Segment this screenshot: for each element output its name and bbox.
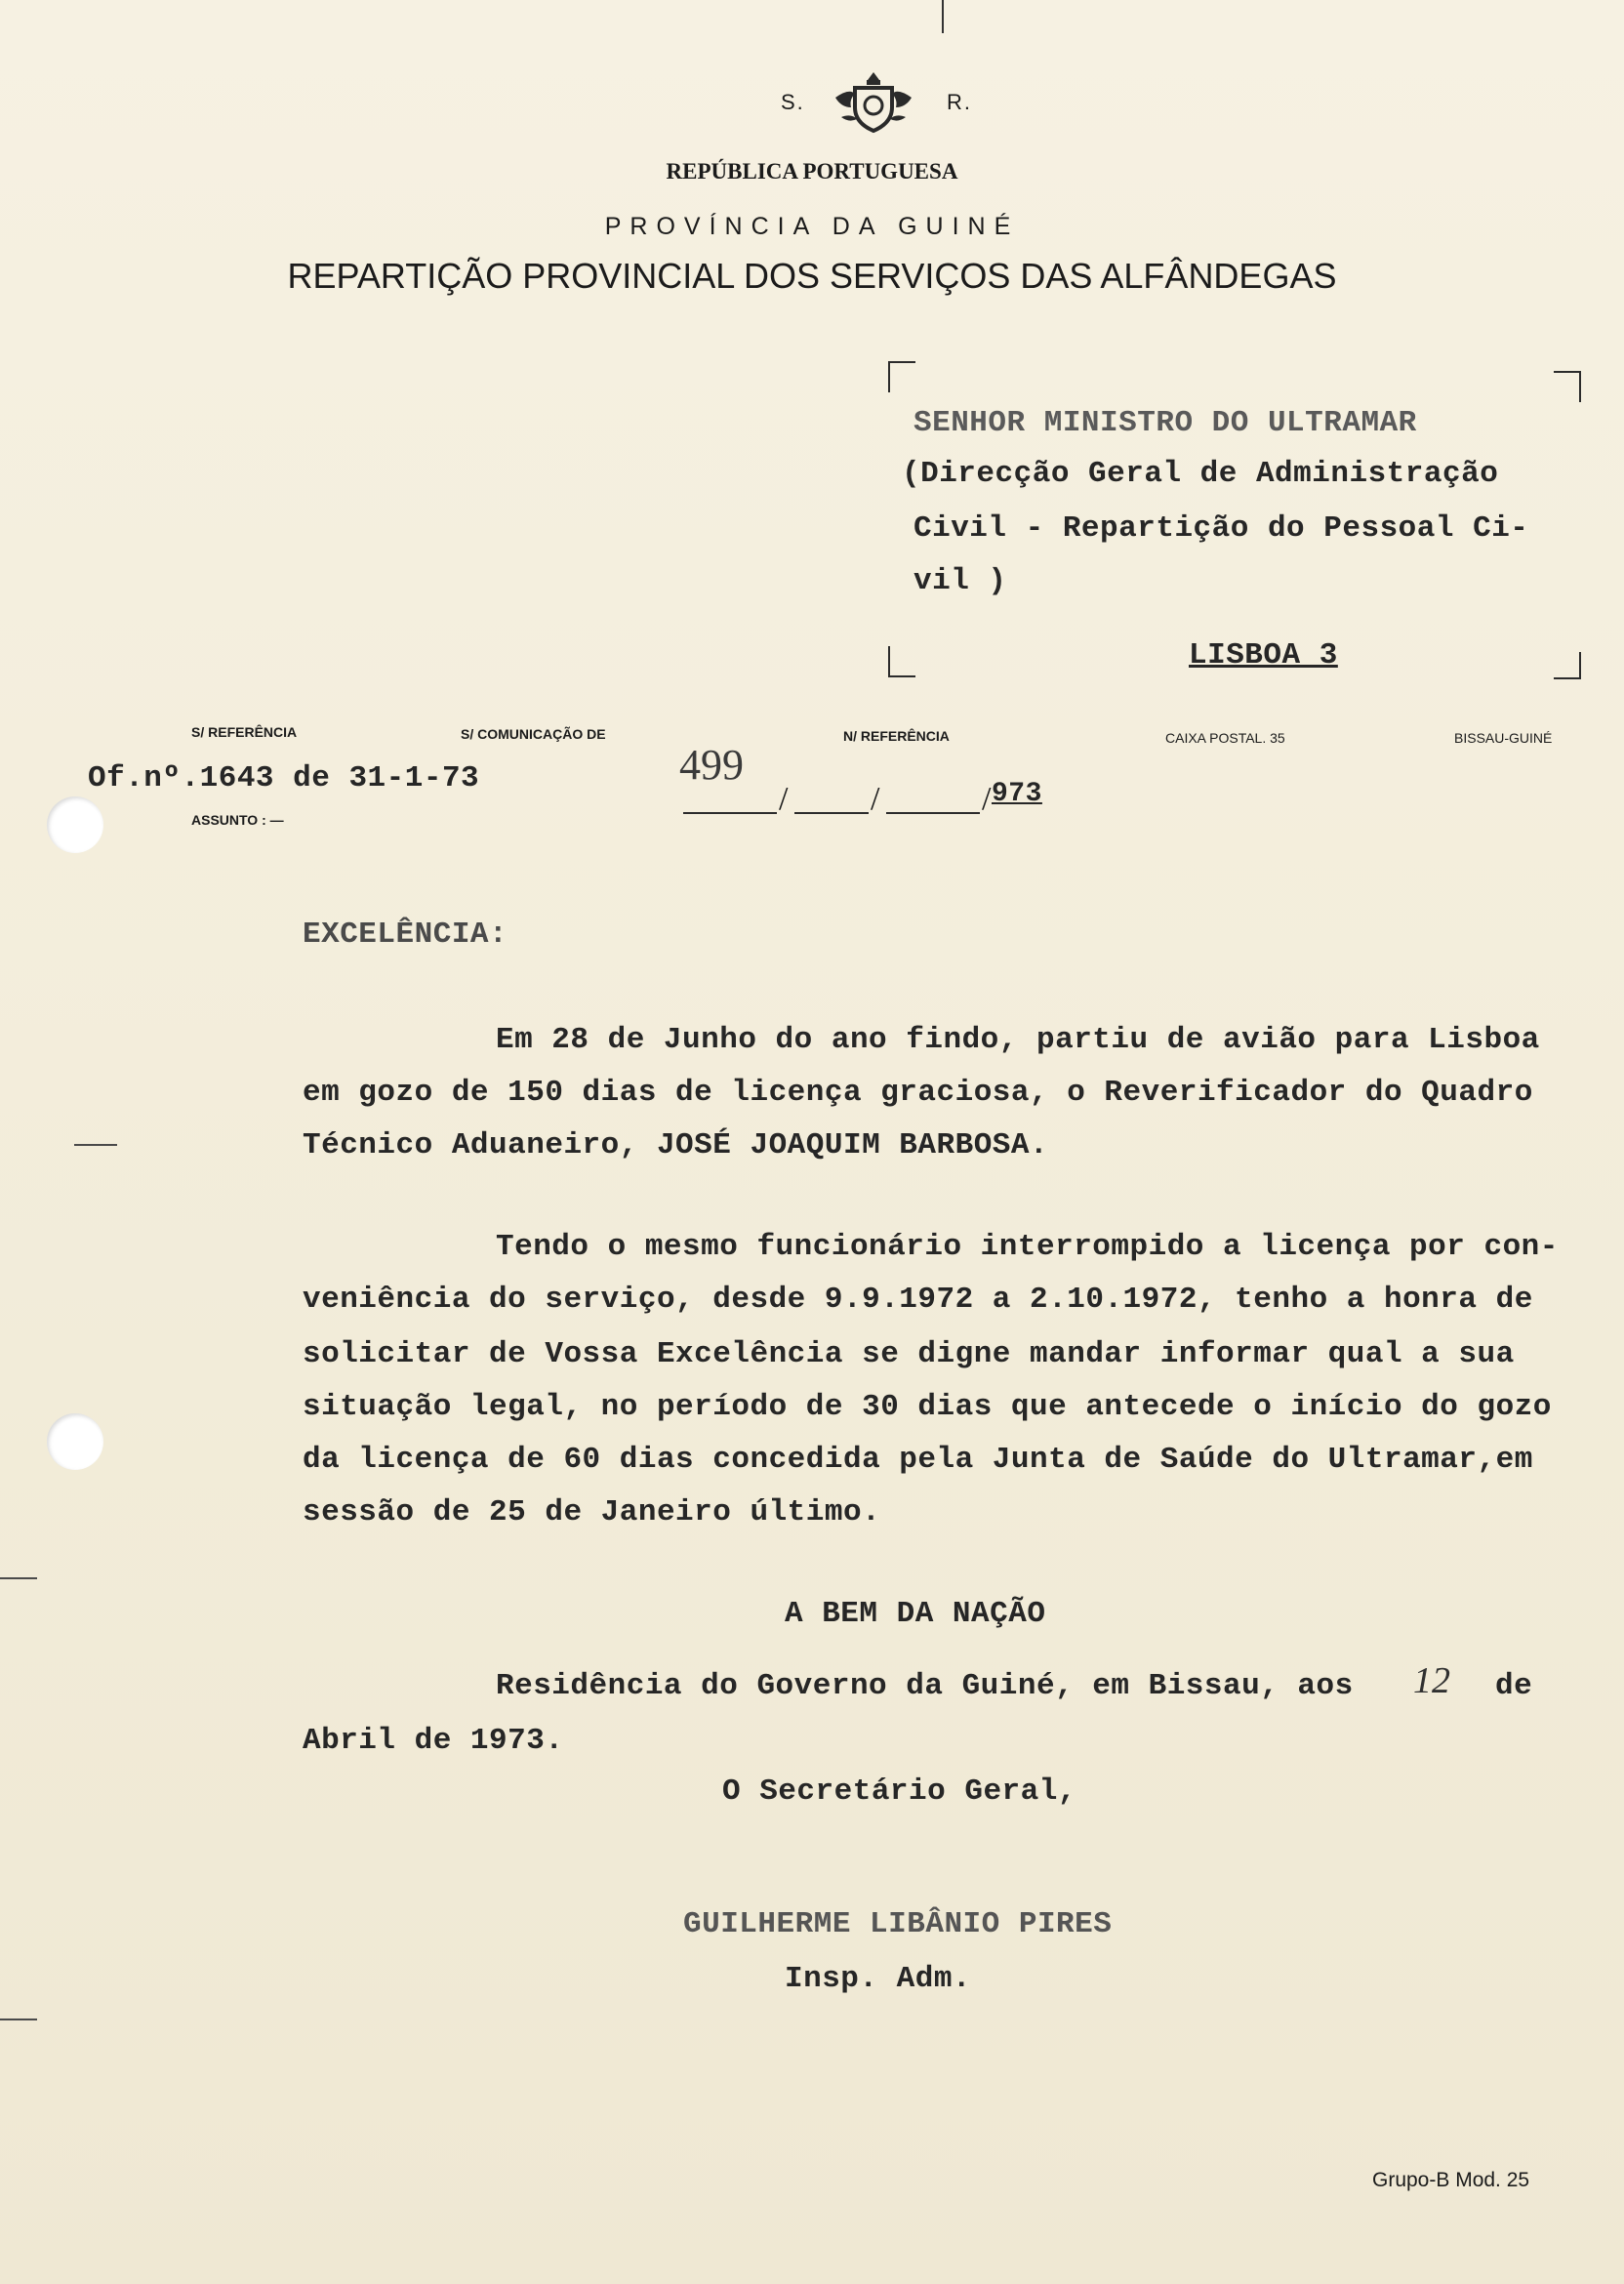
addressee-line-4: vil )	[914, 564, 1007, 598]
slot-separator-2: /	[871, 781, 880, 817]
address-corner-tl	[888, 361, 915, 392]
coat-of-arms-icon	[828, 68, 919, 137]
punch-hole-top	[47, 796, 103, 853]
punch-hole-bottom	[47, 1413, 103, 1470]
reference-slot-1	[683, 812, 777, 814]
paragraph2-line-1: Tendo o mesmo funcionário interrompido a licença por con-	[496, 1230, 1559, 1264]
seal-letter-right: R.	[947, 90, 972, 114]
margin-mark-2	[0, 1577, 37, 1579]
our-reference-year: 973	[992, 779, 1042, 809]
fold-tick	[942, 0, 944, 33]
margin-mark-3	[0, 2019, 37, 2020]
closing-motto: A BEM DA NAÇÃO	[785, 1597, 1046, 1631]
address-corner-bl	[888, 646, 915, 677]
residence-line-start: Residência do Governo da Guiné, em Bissau, aos	[496, 1669, 1354, 1703]
signatory-rank: Insp. Adm.	[785, 1962, 972, 1996]
slot-separator-1: /	[779, 781, 789, 817]
our-reference-label: N/ REFERÊNCIA	[843, 728, 950, 744]
addressee-city: LISBOA 3	[1189, 638, 1338, 673]
margin-mark-1	[74, 1144, 117, 1146]
department-heading: REPARTIÇÃO PROVINCIAL DOS SERVIÇOS DAS ALFÂNDEGAS	[287, 256, 1337, 296]
reference-slot-3	[886, 812, 980, 814]
seal-letter-left: S.	[781, 90, 805, 114]
residence-line-2: Abril de 1973.	[303, 1724, 564, 1758]
paragraph1-line-3: Técnico Aduaneiro, JOSÉ JOAQUIM BARBOSA.	[303, 1128, 1049, 1162]
paragraph1-line-1: Em 28 de Junho do ano findo, partiu de avião para Lisboa	[496, 1023, 1540, 1057]
paragraph1-line-2: em gozo de 150 dias de licença graciosa, o Reverificador do Quadro	[303, 1076, 1533, 1110]
paragraph2-line-2: veniência do serviço, desde 9.9.1972 a 2.10.1972, tenho a honra de	[303, 1283, 1533, 1317]
address-corner-br	[1554, 652, 1581, 679]
po-box-label: CAIXA POSTAL. 35	[1165, 730, 1285, 746]
slot-separator-3: /	[982, 781, 992, 817]
form-code: Grupo-B Mod. 25	[1372, 2169, 1530, 2191]
your-communication-label: S/ COMUNICAÇÃO DE	[461, 726, 606, 742]
paragraph2-line-5: da licença de 60 dias concedida pela Junta de Saúde do Ultramar,em	[303, 1443, 1533, 1477]
subject-label: ASSUNTO : —	[191, 812, 284, 828]
reference-slot-2	[794, 812, 869, 814]
signatory-title: O Secretário Geral,	[722, 1774, 1076, 1809]
province-heading: PROVÍNCIA DA GUINÉ	[604, 213, 1020, 240]
place-label: BISSAU-GUINÉ	[1454, 730, 1553, 746]
signatory-name: GUILHERME LIBÂNIO PIRES	[683, 1907, 1113, 1941]
paragraph2-line-3: solicitar de Vossa Excelência se digne mandar informar qual a sua	[303, 1337, 1515, 1371]
addressee-line-2: (Direcção Geral de Administração	[902, 457, 1499, 491]
salutation: EXCELÊNCIA:	[303, 918, 508, 952]
your-reference-label: S/ REFERÊNCIA	[191, 724, 298, 740]
paragraph2-line-6: sessão de 25 de Janeiro último.	[303, 1495, 881, 1529]
paragraph2-line-4: situação legal, no período de 30 dias que antecede o início do gozo	[303, 1390, 1552, 1424]
residence-day-handwritten: 12	[1413, 1660, 1450, 1701]
address-corner-tr	[1554, 371, 1581, 402]
republic-heading: REPÚBLICA PORTUGUESA	[666, 159, 958, 184]
addressee-line-3: Civil - Repartição do Pessoal Ci-	[914, 511, 1529, 546]
residence-line-end: de	[1495, 1669, 1533, 1703]
addressee-line-1: SENHOR MINISTRO DO ULTRAMAR	[914, 406, 1417, 440]
our-reference-number: 499	[679, 741, 744, 789]
your-reference-value: Of.nº.1643 de 31-1-73	[88, 761, 480, 795]
